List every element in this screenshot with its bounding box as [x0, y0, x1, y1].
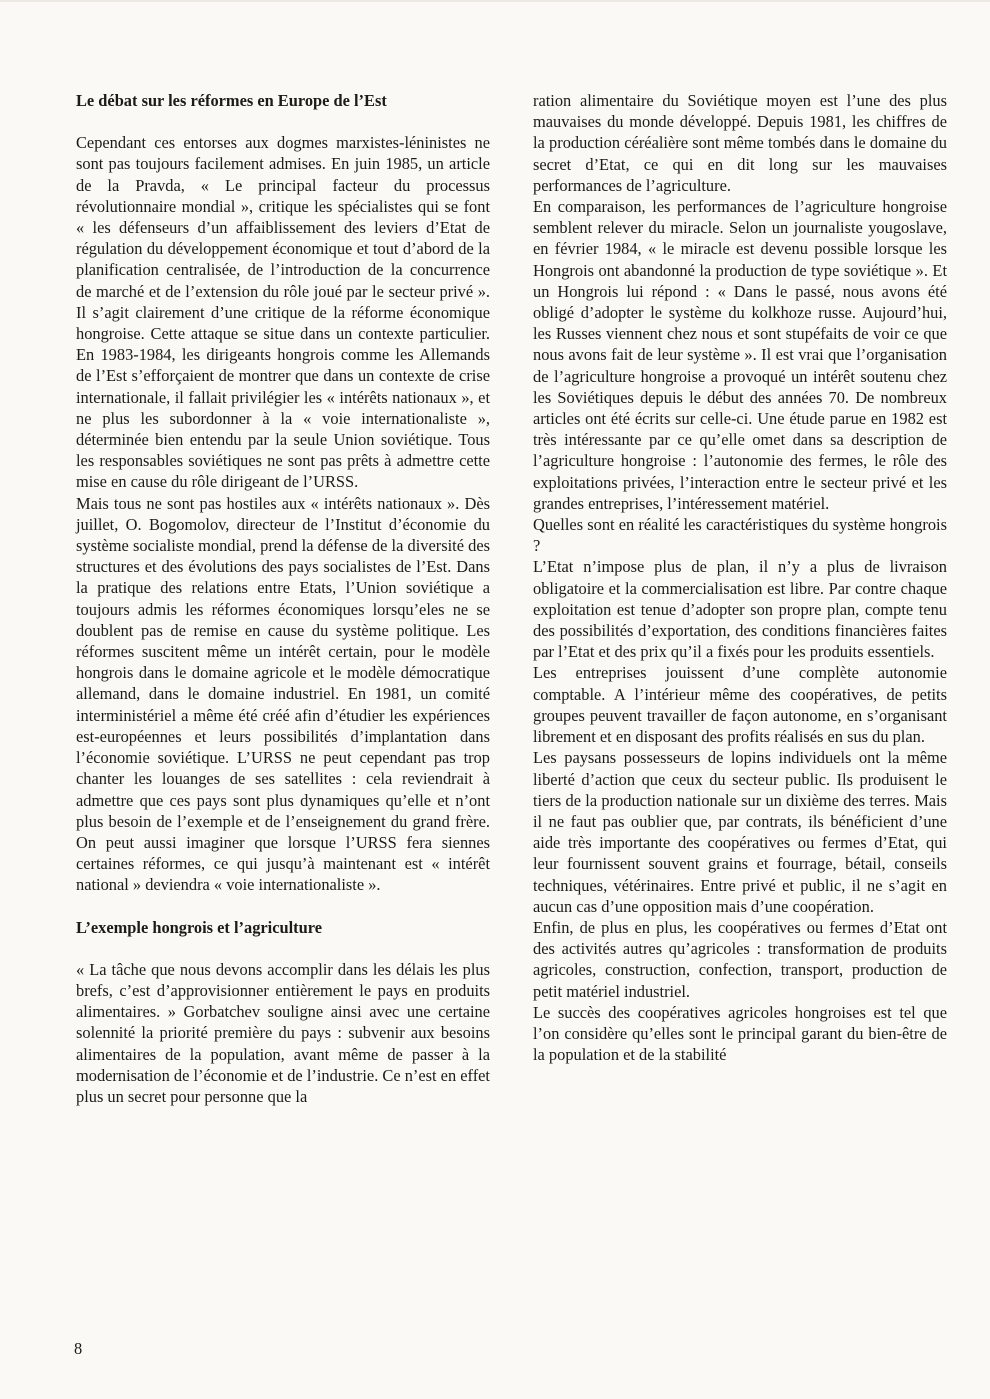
paragraph: Enfin, de plus en plus, les coopératives ou fermes d’Etat ont des activités autres qu’agricoles : transformation de produits agricoles, construction, confection, transport, production de petit matériel industriel. [533, 917, 947, 1001]
section-heading-debate: Le débat sur les réformes en Europe de l’Est [76, 91, 387, 110]
paragraph: Le succès des coopératives agricoles hongroises est tel que l’on considère qu’elles sont le principal garant du bien-être de la population et de la stabilité [533, 1002, 947, 1065]
paragraph: Les entreprises jouissent d’une complète autonomie comptable. A l’intérieur même des coopératives, de petits groupes peuvent travailler de façon autonome, en s’organisant librement et en disposant des profits réalisés en sus du plan. [533, 663, 947, 747]
paragraph: L’Etat n’impose plus de plan, il n’y a plus de livraison obligatoire et la commercialisation est libre. Par contre chaque exploitation est tenue d’adopter son propre plan, compte tenu des possibilités d’exportation, des conditions financières faites par l’Etat et des prix qu’il a fixés pour les produits essentiels. [533, 557, 947, 662]
top-edge [0, 0, 990, 2]
right-column [533, 90, 947, 1065]
paragraph: ration alimentaire du Soviétique moyen est l’une des plus mauvaises du monde développé. Depuis 1981, les chiffres de la production céréalière sont même tombés dans le domaine du secret d’Etat, ce qui en dit long sur les mauvaises performances de l’agriculture. [533, 91, 947, 195]
page-number: 8 [74, 1339, 83, 1358]
paragraph: Quelles sont en réalité les caractéristiques du système hongrois ? [533, 515, 947, 556]
paragraph: « La tâche que nous devons accomplir dans les délais les plus brefs, c’est d’approvisionner entièrement le pays en produits alimentaires. » Gorbatchev souligne ainsi avec une certaine solennité la priorité première du pays : subvenir aux besoins alimentaires de la population, avant même de passer à la modernisation de l’économie et de l’industrie. Ce n’est en effet plus un secret pour personne que la [76, 959, 490, 1106]
paragraph: Mais tous ne sont pas hostiles aux « intérêts nationaux ». Dès juillet, O. Bogomolov, directeur de l’Institut d’économie du système socialiste mondial, prend la défense de la diversité des structures et des évolutions des pays socialistes de l’Est. Dans la pratique des relations entre Etats, l’Union soviétique a toujours admis les réformes économiques lorsqu’eles ne se doublent pas de remise en cause du système politique. Les réformes suscitent même un intérêt certain, pour le modèle hongrois dans le domaine agricole et le modèle démocratique allemand, dans le domaine industriel. En 1981, un comité interministériel a même été créé afin d’étudier les expériences est-européennes et leurs possibilités d’implantation dans l’économie soviétique. L’URSS ne peut cependant pas trop chanter les louanges de ses satellites : cela reviendrait à admettre que ces pays sont plus dynamiques qu’elle et n’ont plus besoin de l’exemple et de l’enseignement du grand frère. On peut aussi imaginer que lorsque l’URSS fera siennes certaines réformes, ce qui jusqu’à maintenant est « intérêt national » deviendra « voie internationaliste ». [76, 493, 490, 895]
paragraph: Les paysans possesseurs de lopins individuels ont la même liberté d’action que ceux du secteur public. Ils produisent le tiers de la production nationale sur un dixième des terres. Mais il ne faut pas oublier que, par contrats, ils bénéficient d’une aide très importante des coopératives ou fermes d’Etat, qui leur fournissent souvent grains et fourrage, bétail, conseils techniques, vétérinaires. Entre privé et public, il ne s’agit en aucun cas d’une opposition mais d’une coopération. [533, 748, 947, 916]
section-heading-hungarian-example: L’exemple hongrois et l’agriculture [76, 917, 322, 937]
paragraph: En comparaison, les performances de l’agriculture hongroise semblent relever du miracle. Selon un journaliste yougoslave, en février 1984, « le miracle est devenu possible lorsque les Hongrois ont abandonné la production de type soviétique ». Et un Hongrois lui répond : « Dans le passé, nous avons été obligé d’adopter le système du kolkhoze russe. Aujourd’hui, les Russes viennent chez nous et sont stupéfaits de voir ce que nous avons fait de leur système ». Il est vrai que l’organisation de l’agriculture hongroise a provoqué un intérêt soutenu chez les Soviétiques depuis le début des années 70. De nombreux articles ont été écrits sur celle-ci. Une étude parue en 1982 est très intéressante par ce qu’elle omet dans sa description de l’agriculture hongroise : l’autonomie des fermes, le rôle des exploitations privées, l’interaction entre le secteur privé et les grandes entreprises, l’intéressement matériel. [533, 197, 947, 513]
paragraph: Cependant ces entorses aux dogmes marxistes-léninistes ne sont pas toujours facilement admises. En juin 1985, un article de la Pravda, « Le principal facteur du processus révolutionnaire mondial », critique les spécialistes qui se font « les défenseurs d’un affaiblissement des leviers d’Etat de régulation du développement économique et tout d’abord de la planification centralisée, de l’introduction de la concurrence de marché et de l’extension du rôle joué par le secteur privé ». Il s’agit clairement d’une critique de la réforme économique hongroise. Cette attaque se situe dans un contexte particulier. En 1983-1984, les dirigeants hongrois comme les Allemands de l’Est s’efforçaient de montrer que dans un contexte de crise internationale, il fallait privilégier les « intérêts nationaux », et ne plus les subordonner à la « voie internationaliste », déterminée bien entendu par la seule Union soviétique. Tous les responsables soviétiques ne sont pas prêts à admettre cette mise en cause du rôle dirigeant de l’URSS. [76, 133, 490, 492]
left-column [76, 90, 490, 1107]
